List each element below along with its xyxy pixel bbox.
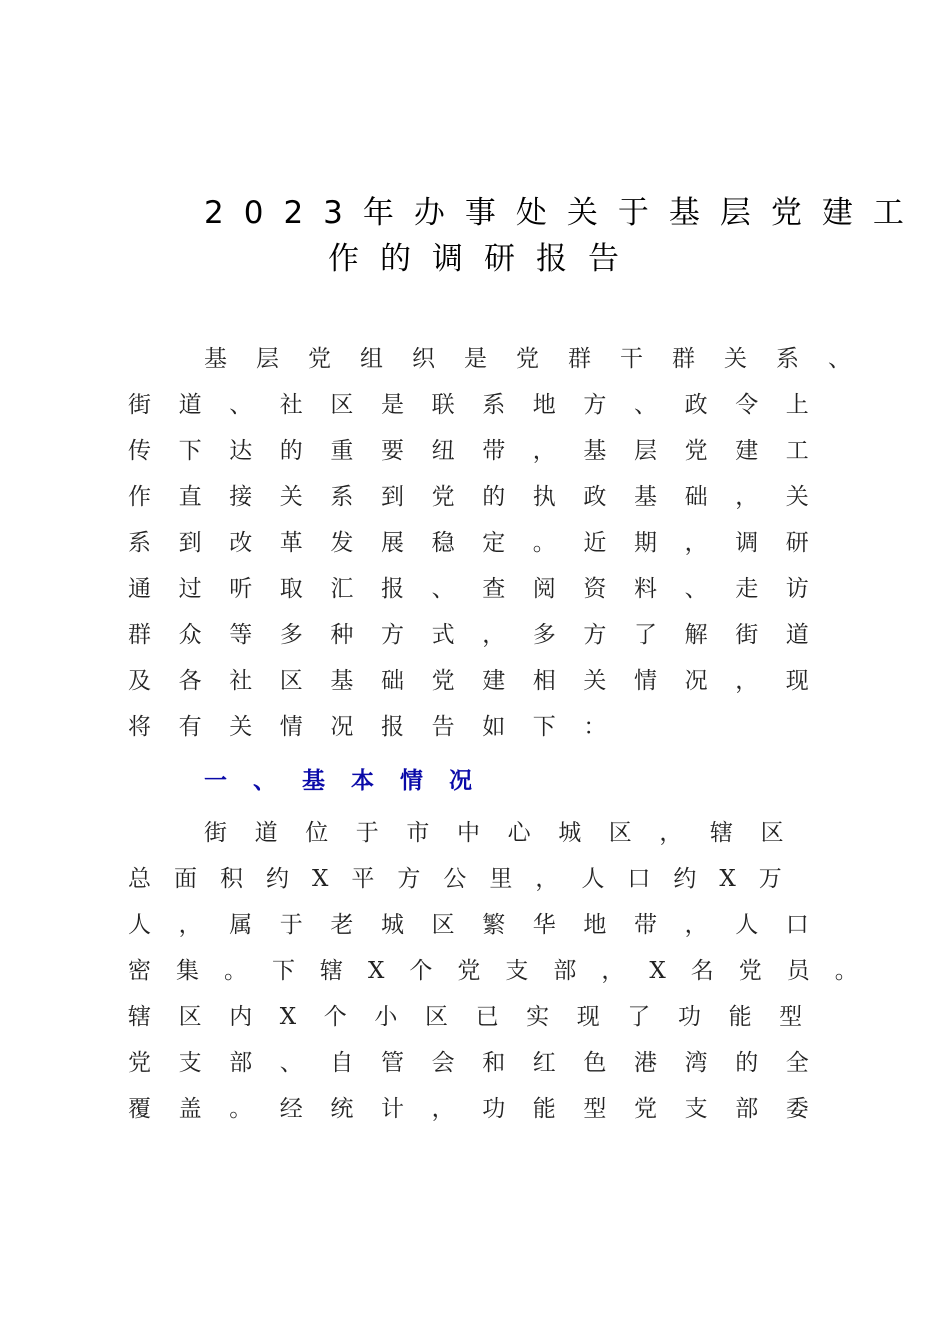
paragraph2-line-6: 党支部、自管会和红色港湾的全	[128, 1050, 837, 1076]
paragraph2-line-1: 街道位于市中心城区，辖区	[204, 820, 812, 846]
paragraph1-line-5: 系到改革发展稳定。近期，调研	[128, 530, 837, 556]
paragraph2-line-3: 人，属于老城区繁华地带，人口	[128, 912, 837, 938]
paragraph1-line-8: 及各社区基础党建相关情况，现	[128, 668, 837, 694]
document-title-line-1: 2023年办事处关于基层党建工	[204, 195, 924, 231]
paragraph1-line-2: 街道、社区是联系地方、政令上	[128, 392, 837, 418]
paragraph1-line-3: 传下达的重要纽带，基层党建工	[128, 438, 837, 464]
paragraph1-line-1: 基层党组织是党群干群关系、	[204, 346, 880, 372]
document-title-line-2: 作的调研报告	[328, 241, 640, 277]
paragraph2-line-5: 辖区内X个小区已实现了功能型	[128, 1004, 830, 1030]
paragraph2-line-4: 密集。下辖X个党支部，X名党员。	[128, 958, 883, 984]
paragraph1-line-6: 通过听取汇报、查阅资料、走访	[128, 576, 837, 602]
paragraph1-line-4: 作直接关系到党的执政基础，关	[128, 484, 837, 510]
section-heading-basic-situation: 一、基本情况	[204, 768, 498, 794]
paragraph1-line-7: 群众等多种方式，多方了解街道	[128, 622, 837, 648]
paragraph1-line-9: 将有关情况报告如下：	[128, 714, 634, 740]
paragraph2-line-2: 总面积约X平方公里，人口约X万	[128, 866, 805, 892]
paragraph2-line-7: 覆盖。经统计，功能型党支部委	[128, 1096, 837, 1122]
